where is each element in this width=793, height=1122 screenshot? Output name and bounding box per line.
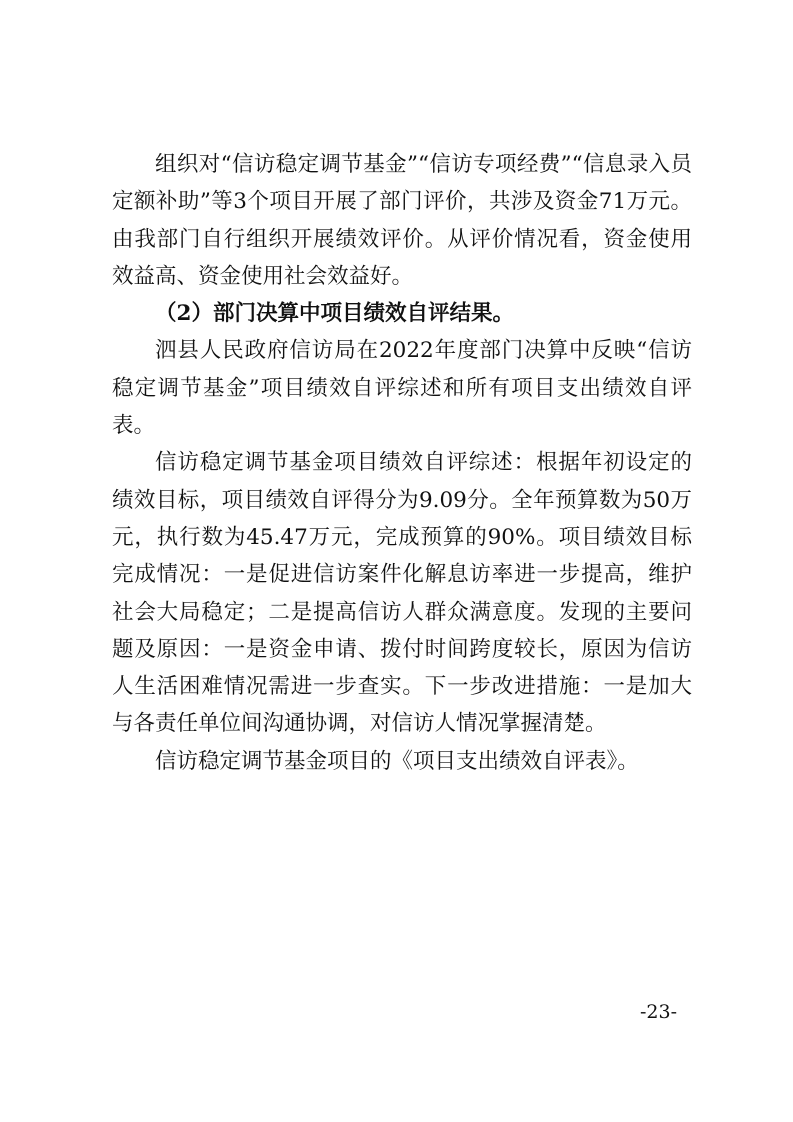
paragraph-final-accounts: 泗县人民政府信访局在2022年度部门决算中反映“信访稳定调节基金”项目绩效自评综述和所有项目支出绩效自评表。 — [112, 338, 692, 439]
paragraph-self-evaluation-table: 信访稳定调节基金项目的《项目支出绩效自评表》。 — [155, 748, 639, 774]
page-number: -23- — [640, 1001, 678, 1023]
section-heading-self-evaluation: （2）部门决算中项目绩效自评结果。 — [155, 301, 514, 327]
document-body — [112, 146, 692, 780]
paragraph-evaluation-summary: 组织对“信访稳定调节基金”“信访专项经费”“信息录入员定额补助”等3个项目开展了部门评价，共涉及资金71万元。由我部门自行组织开展绩效评价。从评价情况看，资金使用效益高、资金使用社会效益好。 — [112, 152, 692, 289]
paragraph-fund-review: 信访稳定调节基金项目绩效自评综述：根据年初设定的绩效目标，项目绩效自评得分为9.09分。全年预算数为50万元，执行数为45.47万元，完成预算的90%。项目绩效目标完成情况：一是促进信访案件化解息访率进一步提高，维护社会大局稳定；二是提高信访人群众满意度。发现的主要问题及原因：一是资金申请、拨付时间跨度较长，原因为信访人生活困难情况需进一步查实。下一步改进措施：一是加大与各责任单位间沟通协调，对信访人情况掌握清楚。 — [112, 450, 692, 737]
